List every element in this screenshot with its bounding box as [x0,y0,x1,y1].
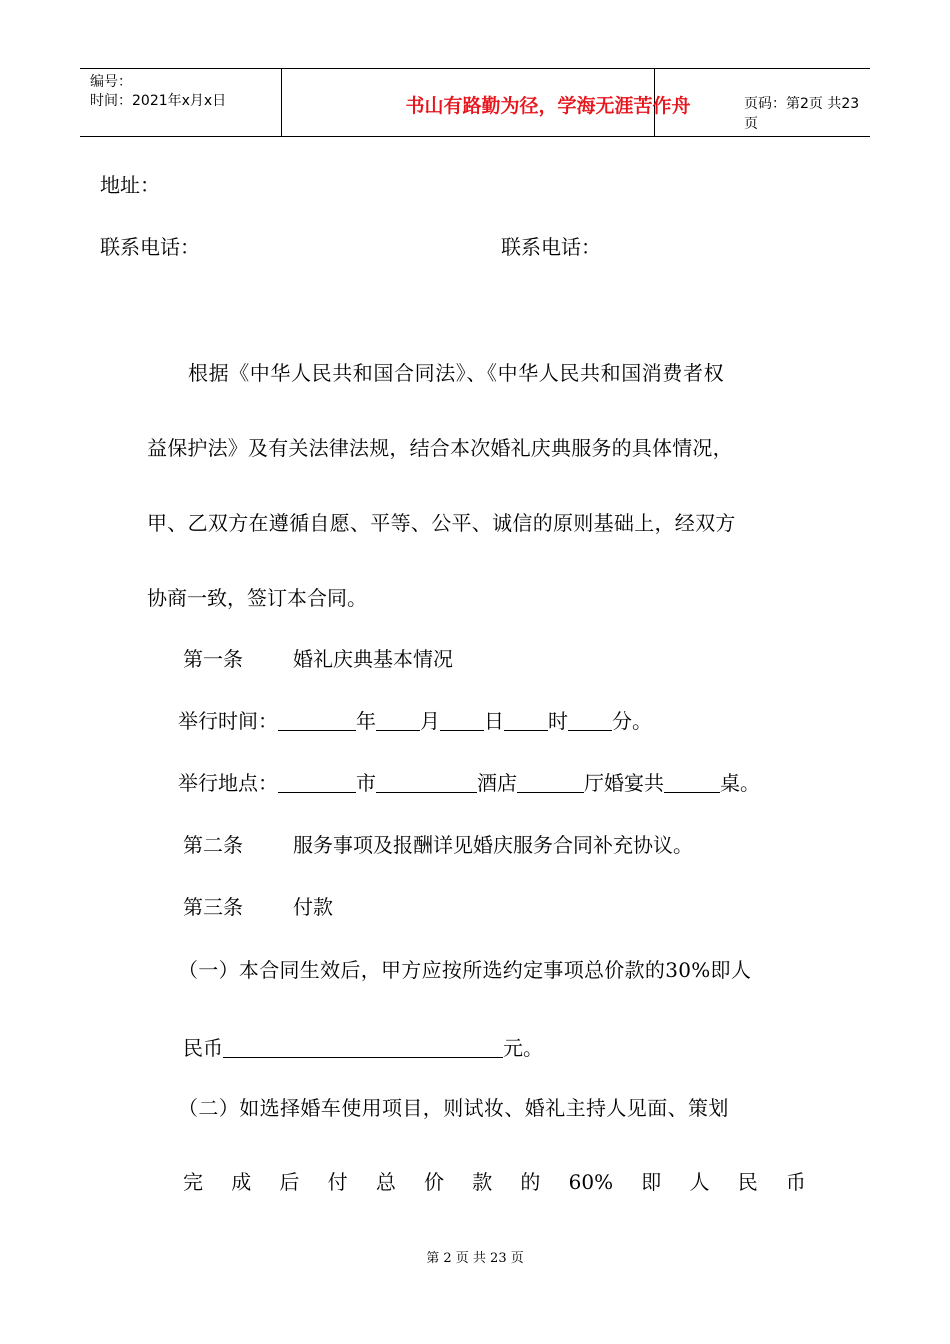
justified-char: 60% [568,1170,614,1194]
payment-2-line: （二）如选择婚车使用项目，则试妆、婚礼主持人见面、策划 [178,1096,729,1120]
article-3-number: 第三条 [183,895,243,919]
minute-unit: 分。 [612,709,652,733]
doc-number-label: 编号： [90,74,132,90]
hall-unit: 厅婚宴共 [584,771,664,795]
blank-field [664,772,720,793]
justified-char: 人 [689,1170,710,1194]
phone-label-left: 联系电话： [100,235,200,259]
justified-char: 民 [737,1170,758,1194]
header-meta [90,73,226,111]
intro-line-1: 根据《中华人民共和国合同法》、《中华人民共和国消费者权 [188,361,725,385]
hotel-unit: 酒店 [477,771,517,795]
blank-field [223,1037,503,1058]
tables-unit: 桌。 [720,771,760,795]
payment-2-justified-line [183,1170,806,1194]
justified-char: 完 [183,1170,203,1194]
article-2-title: 服务事项及报酬详见婚庆服务合同补充协议。 [293,833,693,857]
header-motto: 书山有路勤为径，学海无涯苦作舟 [405,95,691,117]
intro-line-4: 协商一致，签订本合同。 [147,586,367,610]
hour-unit: 时 [548,709,568,733]
blank-field [376,710,420,731]
justified-char: 的 [520,1170,541,1194]
justified-char: 后 [279,1170,300,1194]
address-label: 地址： [100,173,160,197]
intro-line-2: 益保护法》及有关法律法规，结合本次婚礼庆典服务的具体情况， [147,436,733,460]
blank-field [376,772,477,793]
hold-place-line [178,771,760,795]
month-unit: 月 [420,709,440,733]
blank-field [517,772,584,793]
phone-label-right: 联系电话： [501,235,601,259]
article-1-number: 第一条 [183,647,243,671]
hold-time-line [178,709,652,733]
justified-char: 成 [231,1170,252,1194]
justified-char: 币 [785,1170,806,1194]
currency-label: 民币 [183,1036,223,1060]
year-unit: 年 [356,709,376,733]
day-unit: 日 [484,709,504,733]
yuan-unit: 元。 [503,1036,543,1060]
page-footer: 第 2 页 共 23 页 [426,1251,524,1266]
payment-1-line: （一）本合同生效后，甲方应按所选约定事项总价款的30%即人 [178,958,752,982]
city-unit: 市 [356,771,376,795]
doc-time-label: 时间：2021年x月x日 [90,93,227,109]
blank-field [440,710,484,731]
blank-field [278,772,356,793]
article-1-title: 婚礼庆典基本情况 [293,647,453,671]
article-3-title: 付款 [293,895,333,919]
article-2-number: 第二条 [183,833,243,857]
header-divider [281,69,282,136]
justified-char: 款 [472,1170,493,1194]
payment-1-amount-line [183,1036,543,1060]
justified-char: 价 [424,1170,445,1194]
intro-line-3: 甲、乙双方在遵循自愿、平等、公平、诚信的原则基础上，经双方 [147,511,736,535]
justified-char: 即 [641,1170,662,1194]
header-page-info: 页码：第2页 共23页 [744,96,860,132]
blank-field [504,710,548,731]
justified-char: 付 [327,1170,348,1194]
hold-time-label: 举行时间： [178,709,278,733]
hold-place-label: 举行地点： [178,771,278,795]
blank-field [278,710,356,731]
justified-char: 总 [375,1170,396,1194]
blank-field [568,710,612,731]
page-header [80,68,870,137]
